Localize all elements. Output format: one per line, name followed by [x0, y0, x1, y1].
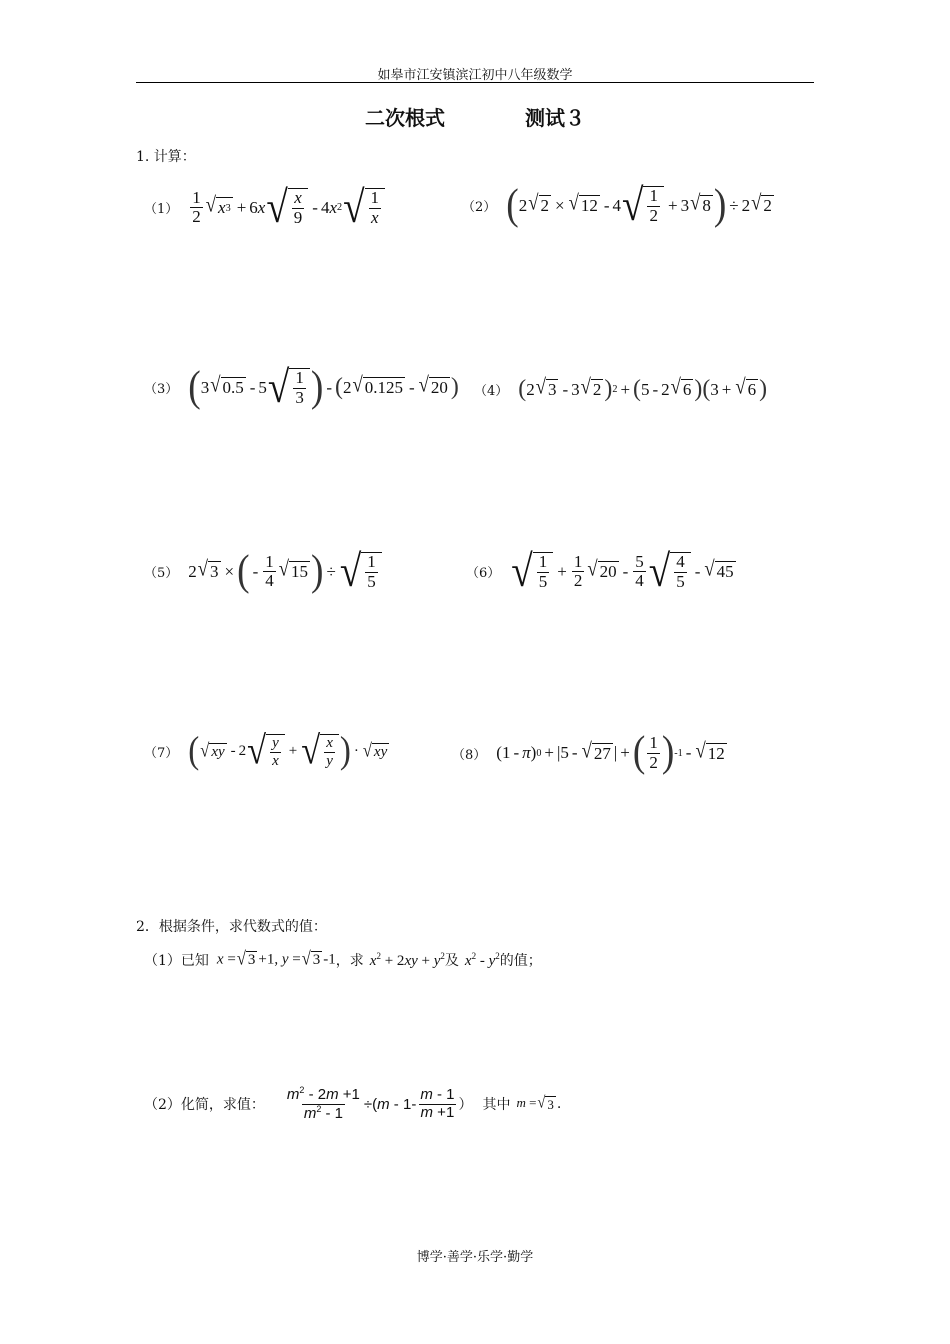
problem-3: （3） ( 3 √ 0.5 - 5 √ $\frac{1}{3}$ ) - ( 2 √ 0.125 - √ 20 ) [144, 362, 459, 413]
page-header: 如皋市江安镇滨江初中八年级数学 [377, 68, 573, 83]
section1-heading: 1. 计算： [136, 149, 196, 165]
problem-6: （6） √ $\frac{1}{5}$ + $\frac{1}{2}$ √ 20 - $\frac{5}{4}$ √ $\frac{4}{5}$ - √ 45 [466, 546, 734, 597]
problem-5: （5） 2 √ 3 × ( - $\frac{1}{4}$ √ 15 ) ÷ √ $\frac{1}{5}$ [144, 552, 383, 591]
problem-2: （2） ( 2 √ 2 × √ 12 - 4 √ $\frac{1}{2}$ + 3 √ 8 ) ÷ 2 √ 2 [462, 180, 772, 231]
problem-4: （4） ( 2 √ 3 - 3 √ 2 ) 2 + ( 5 - 2 √ 6 ) ( 3 + √ 6 ) [474, 375, 768, 402]
problem-7: （7） ( √ xy - 2 √ $\frac{y}{x}$ + √ $\frac{x}{y}$ ) · √ xy [144, 729, 388, 773]
page-title [0, 102, 950, 131]
problem-8: （8） (1 - π ) 0 + |5 - √ 27 | + ( $\frac{1}{2}$ ) -1 - √ 12 [452, 729, 725, 777]
section2-heading: 2．根据条件，求代数式的值： [136, 919, 327, 935]
problem-1: （1） $\frac{1}{2}$ √ x 3 + 6 x √ $\frac{x}{9}$ - 4 x 2 √ $\frac{1}{x}$ [144, 188, 386, 227]
condition-1: （1）已知 x = √ 3 +1, y = √ 3 -1 ，求 $x^2 + 2xy + y^2$ 及 $x^2 - y^2$ 的值； [144, 947, 542, 970]
header-rule [136, 82, 814, 83]
page-footer: 博学·善学·乐学·勤学 [416, 1250, 534, 1265]
title-sub: 测试３ [524, 106, 585, 130]
condition-2: （2）化简，求值： $\frac{m^2 - 2m +1}{m^2 - 1}$ ÷(m - 1- $\frac{m - 1}{m +1}$ ） 其中 m = √ 3 . [144, 1085, 562, 1122]
title-main: 二次根式 [365, 106, 446, 130]
